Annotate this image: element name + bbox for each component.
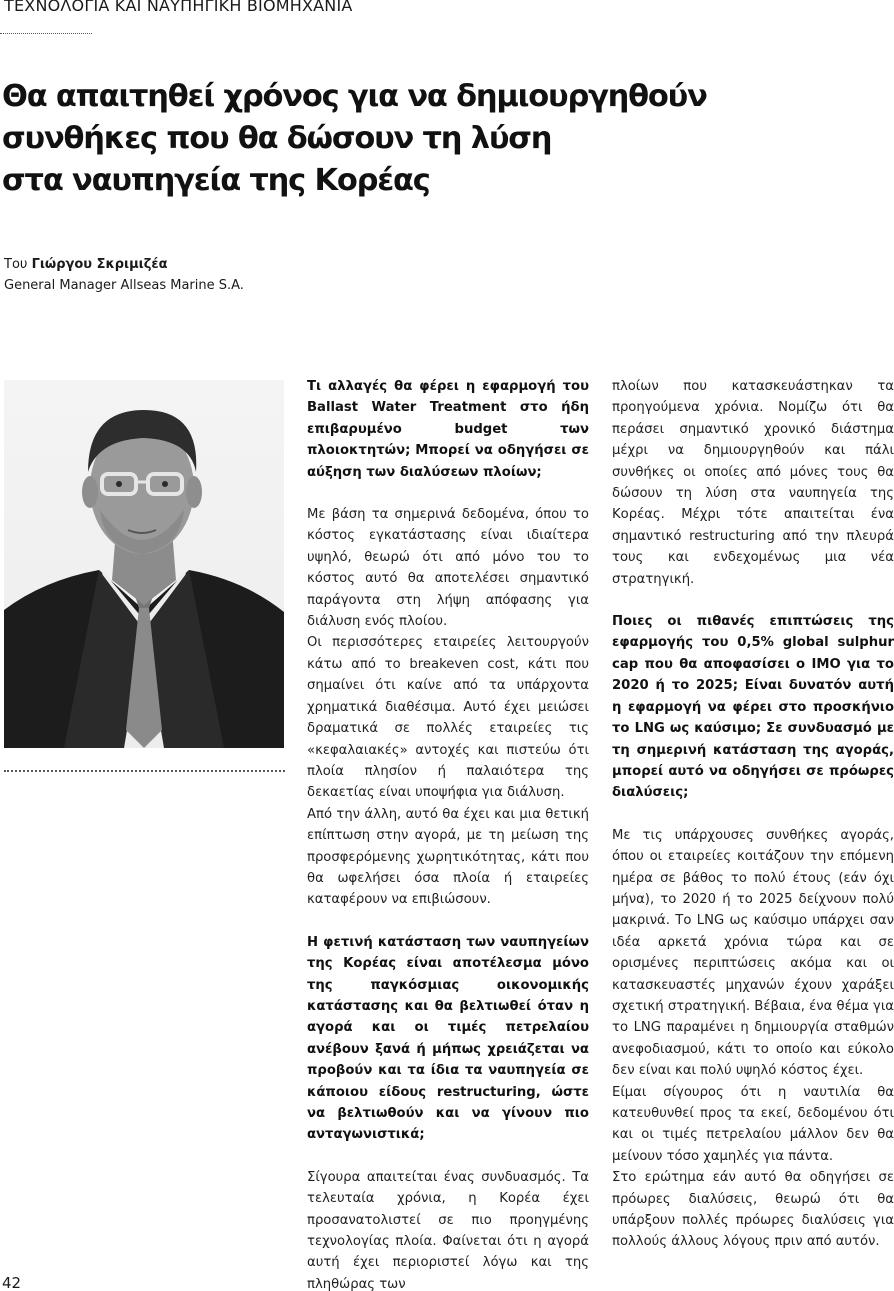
title-line-3: στα ναυπηγεία της Κορέας [2,163,430,198]
answer-1-paragraph-1: Με βάση τα σημερινά δεδομένα, όπου το κόστος εγκατάστασης είναι ιδιαίτερα υψηλό, θεωρώ ότι από μόνο του το κόστος αυτό θα αποτελέσει σημαντικό παράγοντα στη λήψη απόφασης για διάλυση ενός πλοίου. [307,507,589,630]
title-line-1: Θα απαιτηθεί χρόνος για να δημιουργηθούν [2,79,707,114]
section-divider [0,33,92,34]
author-photo [4,380,284,748]
article-column-right [612,376,894,1253]
answer-2-paragraph-1: Σίγουρα απαιτείται ένας συνδυασμός. Τα τελευταία χρόνια, η Κορέα έχει προσανατολιστεί σε πιο προηγμένης τεχνολογίας πλοία. Φαίνεται ότι η αγορά αυτή έχει περιοριστεί λόγω και της πληθώρας των [307,1169,589,1291]
byline-prefix: Του [4,257,32,272]
answer-3-paragraph-1: Με τις υπάρχουσες συνθήκες αγοράς, όπου οι εταιρείες κοιτάζουν την επόμενη ημέρα σε βάθος το πολύ έτους (εάν όχι μήνα), το 2020 ή το 2025 δείχνουν πολύ μακρινά. Το LNG ως καύσιμο υπάρχει σαν ιδέα αρκετά χρόνια τώρα και σε ορισμένες περιπτώσεις ακόμα και οι κατασκευαστές μηχανών έχουν χαράξει σχετική στρατηγική. Βέβαια, ένα θέμα για το LNG παραμένει η δημιουργία σταθμών ανεφοδιασμού, κάτι το οποίο και εύκολο δεν είναι και πολύ υψηλό κόστος έχει. [612,827,894,1079]
question-3: Ποιες οι πιθανές επιπτώσεις της εφαρμογής του 0,5% global sulphur cap που θα αποφασίσει ο IMO για το 2020 ή το 2025; Είναι δυνατόν αυτή η εφαρμογή να φέρει στο προσκήνιο το LNG ως καύσιμο; Σε συνδυασμό με τη σημερινή κατάσταση της αγοράς, μπορεί αυτό να οδηγήσει σε πρόωρες διαλύσεις; [612,614,894,801]
author-role: General Manager Allseas Marine S.A. [4,278,244,293]
question-2: Η φετινή κατάσταση των ναυπηγείων της Κορέας είναι αποτέλεσμα μόνο της παγκόσμιας οικονομικής κατάστασης και θα βελτιωθεί όταν η αγορά και οι τιμές πετρελαίου ανέβουν ξανά ή μήπως χρειάζεται να προβούν και τα ίδια τα ναυπηγεία σε κάποιου είδους restructuring, ώστε να βελτιωθούν και να γίνουν πιο ανταγωνιστικά; [307,934,589,1143]
page-number: 42 [2,1274,22,1291]
answer-1-paragraph-3: Από την άλλη, αυτό θα έχει και μια θετική επίπτωση στην αγορά, με τη μείωση της προσφερόμενης χωρητικότητας, κάτι που θα ωφελήσει όσα πλοία ή εταιρείες καταφέρουν να επιβιώσουν. [307,806,589,908]
byline [4,254,244,296]
question-1: Τι αλλαγές θα φέρει η εφαρμογή του Ballast Water Treatment στο ήδη επιβαρυμένο budget των πλοιοκτητών; Μπορεί να οδηγήσει σε αύξηση των διαλύσεων πλοίων; [307,379,589,480]
answer-3-paragraph-3: Στο ερώτημα εάν αυτό θα οδηγήσει σε πρόωρες διαλύσεις, θεωρώ ότι θα υπάρξουν πολλές πρόωρες διαλύσεις για πολλούς άλλους λόγους πριν από αυτόν. [612,1170,894,1250]
author-name: Γιώργου Σκριμιζέα [31,257,168,272]
author-portrait-illustration [4,380,284,748]
article-column-middle [307,376,589,1291]
answer-3-paragraph-2: Είμαι σίγουρος ότι η ναυτιλία θα κατευθυνθεί προς τα εκεί, δεδομένου ότι και οι τιμές πετρελαίου μάλλον δεν θα μείνουν τόσο χαμηλές για πάντα. [612,1084,894,1164]
title-line-2: συνθήκες που θα δώσουν τη λύση [2,121,552,156]
answer-1-paragraph-2: Οι περισσότερες εταιρείες λειτουργούν κάτω από το breakeven cost, κάτι που σημαίνει ότι καίνε από τα υπάρχοντα χρηματικά διαθέσιμα. Αυτό έχει μειώσει δραματικά σε πολλές εταιρείες τις «κεφαλαιακές» αντοχές και πιστεύω ότι πλοία πλησίον ή παλαιότερα της δεκαετίας είναι υποψήφια για διάλυση. [307,635,589,801]
article-title [2,76,862,202]
section-label: ΤΕΧΝΟΛΟΓΙΑ ΚΑΙ ΝΑΥΠΗΓΙΚΗ ΒΙΟΜΗΧΑΝΙΑ [4,0,353,15]
photo-divider [4,770,285,772]
answer-2-continued: πλοίων που κατασκευάστηκαν τα προηγούμενα χρόνια. Νομίζω ότι θα περάσει σημαντικό χρονικό διάστημα μέχρι να δημιουργηθούν και πάλι συνθήκες οι οποίες από μόνες τους θα δώσουν τη λύση στα ναυπηγεία της Κορέας. Μέχρι τότε απαιτείται ένα σημαντικό restructuring από την πλευρά τους και ενδεχομένως μια νέα στρατηγική. [612,379,894,587]
